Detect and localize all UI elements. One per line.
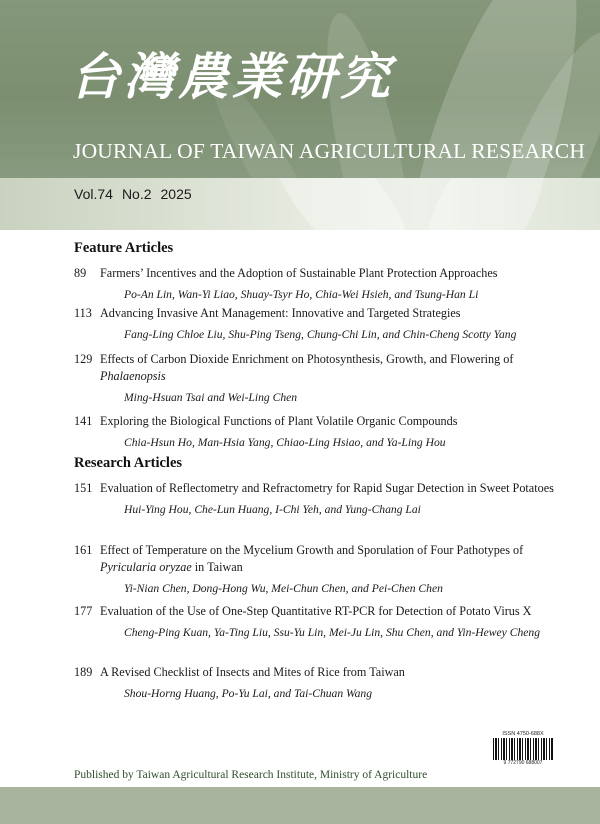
article-title-text: Effects of Carbon Dioxide Enrichment on Photosynthesis, Growth, and Flowering of [100, 352, 514, 366]
article-entry[interactable] [74, 664, 554, 702]
article-entry[interactable] [74, 542, 554, 597]
cover-header [0, 0, 600, 178]
page-number: 161 [74, 543, 93, 557]
page-number: 113 [74, 306, 92, 320]
page-number: 129 [74, 352, 93, 366]
footer-bar [0, 787, 600, 824]
article-title: Evaluation of the Use of One-Step Quantitative RT-PCR for Detection of Potato Virus X [100, 604, 532, 618]
article-entry[interactable] [74, 480, 554, 518]
article-entry[interactable] [74, 265, 554, 303]
article-title [100, 542, 554, 576]
section-heading-research: Research Articles [74, 455, 183, 471]
article-entry[interactable] [74, 305, 554, 343]
journal-title-english: JOURNAL OF TAIWAN AGRICULTURAL RESEARCH [73, 139, 586, 163]
article-authors: Hui-Ying Hou, Che-Lun Huang, I-Chi Yeh, and Yung-Chang Lai [124, 503, 421, 516]
issn-label: ISSN 4750-688X [502, 731, 544, 737]
volume: Vol.74 [74, 186, 113, 202]
article-title: Advancing Invasive Ant Management: Innovative and Targeted Strategies [100, 306, 461, 320]
barcode-number: 9 772790 688007 [503, 760, 543, 766]
page-number: 89 [74, 266, 87, 280]
article-title: Exploring the Biological Functions of Plant Volatile Organic Compounds [100, 414, 458, 428]
article-title-species: Pyricularia oryzae [100, 560, 192, 574]
leaf-decoration [245, 178, 435, 230]
page-number: 151 [74, 481, 93, 495]
page-number: 141 [74, 414, 93, 428]
article-authors: Chia-Hsun Ho, Man-Hsia Yang, Chiao-Ling Hsiao, and Ya-Ling Hou [124, 436, 446, 449]
article-title: A Revised Checklist of Insects and Mites of Rice from Taiwan [100, 665, 405, 679]
article-title: Evaluation of Reflectometry and Refractometry for Rapid Sugar Detection in Sweet Potatoes [100, 481, 554, 495]
issue-info [74, 186, 201, 202]
article-title [100, 351, 554, 385]
article-authors: Fang-Ling Chloe Liu, Shu-Ping Tseng, Chung-Chi Lin, and Chin-Cheng Scotty Yang [124, 328, 517, 341]
leaf-decoration [401, 178, 569, 230]
article-authors: Shou-Horng Huang, Po-Yu Lai, and Tai-Chuan Wang [124, 687, 373, 700]
page-number: 177 [74, 604, 93, 618]
journal-title-chinese: 台灣農業研究 [70, 47, 394, 106]
article-authors: Ming-Hsuan Tsai and Wei-Ling Chen [124, 391, 298, 404]
article-entry[interactable] [74, 351, 554, 406]
issue-year: 2025 [160, 186, 192, 202]
article-entry[interactable] [74, 413, 554, 451]
issue-number: No.2 [121, 186, 152, 202]
article-title-species: Phalaenopsis [100, 369, 166, 383]
issn-barcode [493, 731, 553, 769]
article-title-text: in Taiwan [194, 560, 243, 574]
article-title-text: Effect of Temperature on the Mycelium Growth and Sporulation of Four Pathotypes of [100, 543, 524, 557]
article-entry[interactable] [74, 603, 554, 641]
section-heading-feature: Feature Articles [74, 240, 174, 256]
page-number: 189 [74, 665, 93, 679]
publisher-line: Published by Taiwan Agricultural Research Institute, Ministry of Agriculture [74, 769, 428, 781]
article-authors: Cheng-Ping Kuan, Ya-Ting Liu, Ssu-Yu Lin, Mei-Ju Lin, Shu Chen, and Yin-Hewey Cheng [124, 626, 540, 639]
article-authors: Po-An Lin, Wan-Yi Liao, Shuay-Tsyr Ho, Chia-Wei Hsieh, and Tsung-Han Li [124, 288, 479, 301]
barcode-bars [493, 738, 553, 760]
article-authors: Yi-Nian Chen, Dong-Hong Wu, Mei-Chun Chen, and Pei-Chen Chen [124, 582, 443, 595]
article-title: Farmers’ Incentives and the Adoption of Sustainable Plant Protection Approaches [100, 266, 498, 280]
